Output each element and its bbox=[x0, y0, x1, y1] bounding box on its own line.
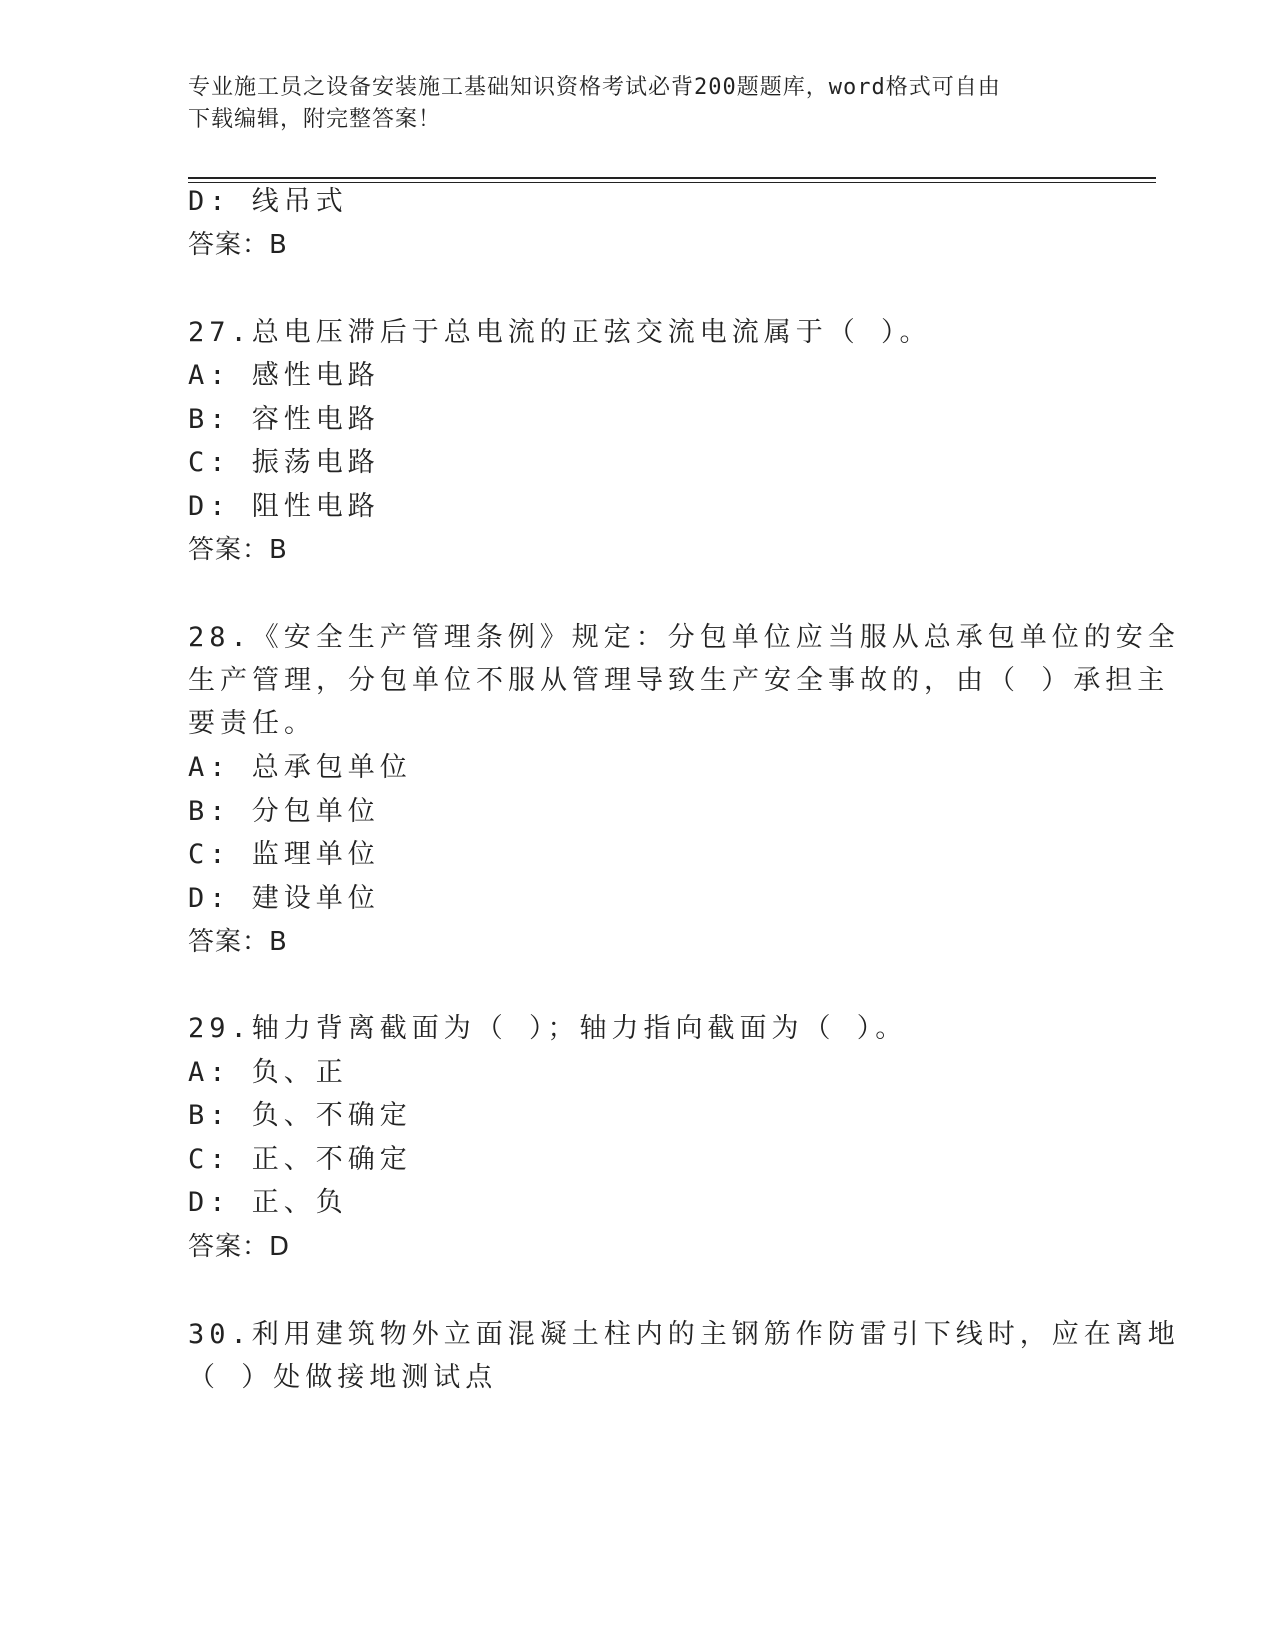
q28-stem-line-2: 生产管理，分包单位不服从管理导致生产安全事故的，由（ ）承担主 bbox=[188, 665, 1170, 696]
q27-option-c: C: 振荡电路 bbox=[188, 447, 380, 478]
q28-option-b: B: 分包单位 bbox=[188, 796, 380, 827]
q29-option-b: B: 负、不确定 bbox=[188, 1100, 412, 1131]
q29-option-c: C: 正、不确定 bbox=[188, 1144, 412, 1175]
q27-stem: 27.总电压滞后于总电流的正弦交流电流属于（ ）。 bbox=[188, 317, 932, 348]
header-divider-thick bbox=[188, 177, 1156, 179]
q28-answer: 答案：B bbox=[188, 927, 288, 957]
q28-stem-line-1: 28.《安全生产管理条例》规定：分包单位应当服从总承包单位的安全 bbox=[188, 622, 1180, 653]
q28-option-d: D: 建设单位 bbox=[188, 883, 380, 914]
q30-stem-line-2: （ ）处做接地测试点 bbox=[188, 1362, 498, 1393]
q28-option-a: A: 总承包单位 bbox=[188, 752, 412, 783]
q29-option-d: D: 正、负 bbox=[188, 1187, 348, 1218]
header-line-2: 下载编辑，附完整答案！ bbox=[188, 107, 442, 132]
prev-option-d: D: 线吊式 bbox=[188, 186, 348, 217]
q27-answer: 答案：B bbox=[188, 535, 288, 565]
q27-option-b: B: 容性电路 bbox=[188, 404, 380, 435]
prev-answer: 答案：B bbox=[188, 230, 288, 260]
q29-option-a: A: 负、正 bbox=[188, 1057, 348, 1088]
document-header bbox=[188, 72, 1088, 136]
q28-stem-line-3: 要责任。 bbox=[188, 708, 316, 739]
q27-option-a: A: 感性电路 bbox=[188, 360, 380, 391]
q27-option-d: D: 阻性电路 bbox=[188, 491, 380, 522]
q28-option-c: C: 监理单位 bbox=[188, 839, 380, 870]
q29-stem: 29.轴力背离截面为（ ）；轴力指向截面为（ ）。 bbox=[188, 1013, 908, 1044]
q30-stem-line-1: 30.利用建筑物外立面混凝土柱内的主钢筋作防雷引下线时，应在离地 bbox=[188, 1319, 1180, 1350]
header-line-1: 专业施工员之设备安装施工基础知识资格考试必背200题题库，word格式可自由 bbox=[188, 75, 1001, 100]
q29-answer: 答案：D bbox=[188, 1232, 291, 1262]
